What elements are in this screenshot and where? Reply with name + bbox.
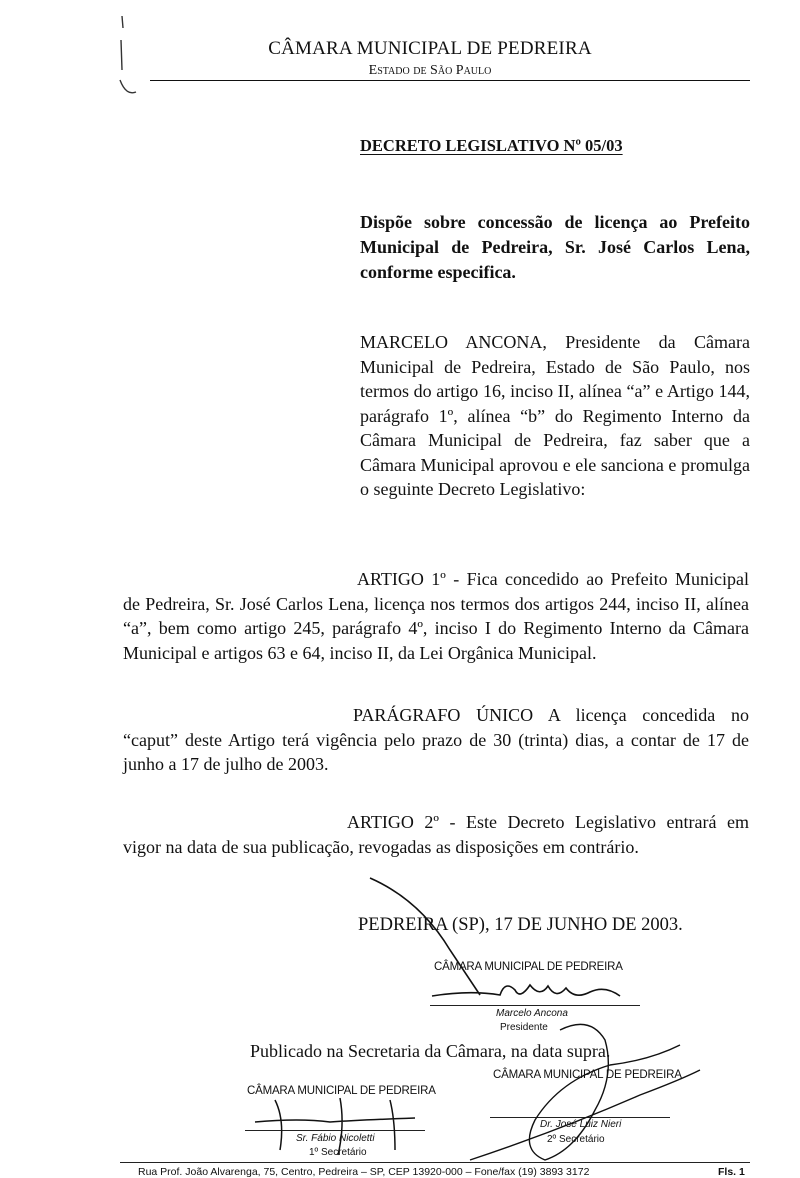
first-secretary-role: 1º Secretário	[309, 1147, 367, 1158]
second-secretary-signature-line	[490, 1117, 670, 1118]
footer-address: Rua Prof. João Alvarenga, 75, Centro, Pedreira – SP, CEP 13920-000 – Fone/fax (19) 3893 3172	[138, 1166, 590, 1178]
institution-title: CÂMARA MUNICIPAL DE PEDREIRA	[268, 38, 592, 59]
page-number: Fls. 1	[718, 1166, 745, 1178]
first-secretary-name: Sr. Fábio Nicoletti	[296, 1133, 375, 1144]
president-role: Presidente	[500, 1022, 548, 1033]
second-secretary-role: 2º Secretário	[547, 1134, 605, 1145]
margin-mark	[118, 10, 148, 100]
paragraph-unique	[123, 703, 749, 777]
date-line: PEDREIRA (SP), 17 DE JUNHO DE 2003.	[358, 915, 683, 935]
published-note: Publicado na Secretaria da Câmara, na data supra.	[250, 1041, 611, 1061]
second-secretary-stamp: CÂMARA MUNICIPAL DE PEDREIRA	[493, 1069, 682, 1081]
state-subtitle: Estado de São Paulo	[368, 63, 492, 78]
decree-preamble: MARCELO ANCONA, Presidente da Câmara Municipal de Pedreira, Estado de São Paulo, nos termos do artigo 16, inciso II, alínea “a” e Artigo 144, parágrafo 1º, alínea “b” do Regimento Interno da Câmara Municipal de Pedreira, faz saber que a Câmara Municipal aprovou e ele sanciona e promulga o seguinte Decreto Legislativo:	[360, 332, 750, 499]
first-secretary-signature-line	[245, 1130, 425, 1131]
header-rule	[150, 80, 750, 81]
footer-rule	[120, 1162, 750, 1163]
article-2-text: ARTIGO 2º - Este Decreto Legislativo entrará em vigor na data de sua publicação, revogadas as disposições em contrário.	[123, 812, 749, 857]
first-secretary-stamp: CÂMARA MUNICIPAL DE PEDREIRA	[247, 1085, 436, 1097]
president-signature-stroke	[370, 878, 620, 996]
president-stamp: CÂMARA MUNICIPAL DE PEDREIRA	[434, 961, 623, 973]
article-2	[123, 810, 749, 859]
decree-ementa: Dispõe sobre concessão de licença ao Prefeito Municipal de Pedreira, Sr. José Carlos Lena, conforme especifica.	[360, 212, 750, 282]
decree-title: DECRETO LEGISLATIVO Nº 05/03	[360, 136, 623, 155]
president-name: Marcelo Ancona	[496, 1008, 568, 1019]
article-1	[123, 567, 749, 665]
paragraph-unique-text: PARÁGRAFO ÚNICO A licença concedida no “caput” deste Artigo terá vigência pelo prazo de 30 (trinta) dias, a contar de 17 de junho a 17 de julho de 2003.	[123, 705, 749, 774]
second-secretary-name: Dr. José Luiz Nieri	[540, 1119, 622, 1130]
president-signature-line	[430, 1005, 640, 1006]
article-1-text: ARTIGO 1º - Fica concedido ao Prefeito Municipal de Pedreira, Sr. José Carlos Lena, licença nos termos dos artigos 244, inciso II, alínea “a”, bem como artigo 245, parágrafo 4º, inciso I do Regimento Interno da Câmara Municipal e artigos 63 e 64, inciso II, da Lei Orgânica Municipal.	[123, 569, 749, 663]
